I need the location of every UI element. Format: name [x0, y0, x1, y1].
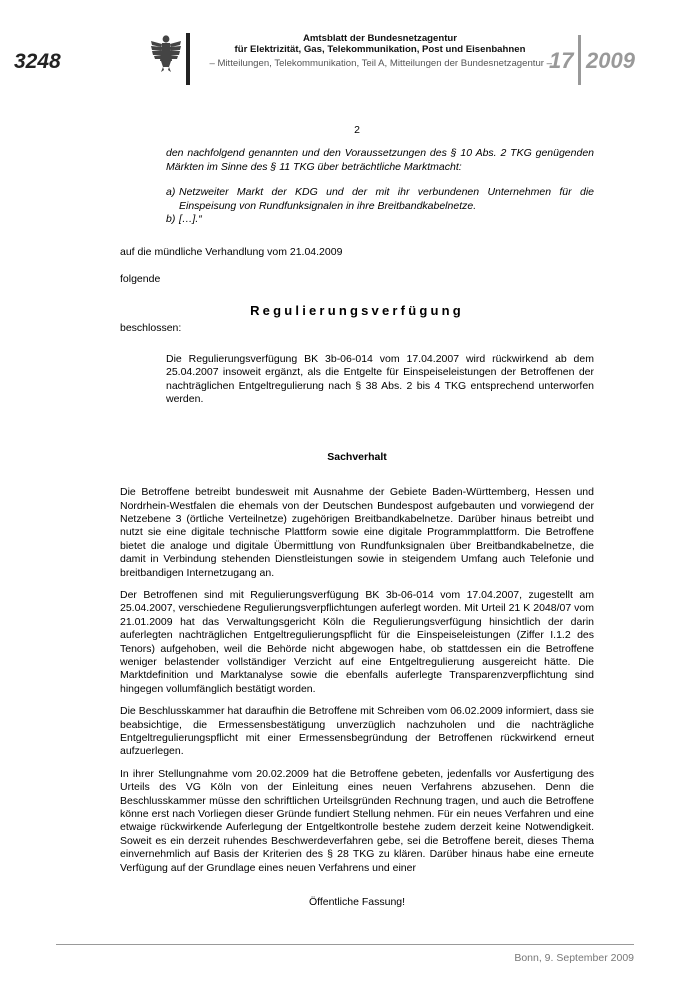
inner-page-number: 2	[354, 124, 360, 136]
header-divider	[186, 33, 190, 85]
resolved-text: beschlossen:	[120, 321, 182, 334]
footer-divider	[56, 944, 634, 945]
list-text: […].“	[179, 213, 202, 226]
section-subtitle: – Mitteilungen, Telekommunikation, Teil A, Mitteilungen der Bundesnetzagentur –	[209, 58, 552, 69]
page-number: 3248	[14, 50, 61, 73]
document-body	[120, 124, 594, 884]
federal-eagle-icon	[150, 33, 182, 73]
list-label: a)	[166, 186, 176, 199]
public-version-note: Öffentliche Fassung!	[308, 896, 406, 908]
section-heading: Sachverhalt	[327, 450, 387, 463]
decision-text: Die Regulierungsverfügung BK 3b-06-014 vom 17.04.2007 wird rückwirkend ab dem 25.04.2007 insoweit ergänzt, als die Entgelte für Einspeiseleistungen der Betroffenen der nachträglichen Entgeltregulierung nach § 38 Abs. 2 bis 4 TKG entsprechend unterworfen werden.	[166, 353, 594, 406]
issue-divider	[578, 35, 581, 85]
journal-title: Amtsblatt der Bundesnetzagentur	[302, 33, 458, 44]
market-list	[166, 186, 594, 226]
footer-date: Bonn, 9. September 2009	[514, 952, 634, 964]
list-label: b)	[166, 213, 176, 226]
document-title: Regulierungsverfügung	[250, 303, 464, 319]
paragraph: Die Betroffene betreibt bundesweit mit Ausnahme der Gebiete Baden-Württemberg, Hessen und Nordrhein-Westfalen die ehemals von der Deutschen Bundespost aufgebauten und vorwiegend der Netzebene 3 (örtliche Verteilnetze) zugehörigen Breitbandkabelnetze. Darüber hinaus betreibt und nutzt sie eine digitale technische Plattform sowie eine digitale Programmplattform. Die Betroffene bietet die analoge und digitale Übermittlung von Rundfunksignalen über Breitbandkabelnetze, die damit in Verbindung stehenden Dienstleistungen sowie in steigendem Umfang auch Telefonie und breitbandigen Internetzugang an.	[120, 486, 594, 579]
list-text: Netzweiter Markt der KDG und der mit ihr verbundenen Unternehmen für die Einspeisung von Rundfunksignalen in ihre Breitbandkabelnetze.	[179, 186, 594, 212]
issue-year: 2009	[586, 48, 635, 73]
list-item	[166, 186, 594, 213]
issue-number: 17	[549, 48, 574, 73]
following-text: folgende	[120, 272, 161, 285]
paragraph: In ihrer Stellungnahme vom 20.02.2009 hat die Betroffene gebeten, jedenfalls vor Ausfertigung des Urteils des VG Köln von der Einleitung eines neuen Verfahrens abzusehen. Denn die Beschlusskammer müsse den schriftlichen Urteilsgründen Rechnung tragen, und auch die Betroffene könne erst nach Vorliegen dieser Gründe fundiert Stellung nehmen. Für ein neues Verfahren und eine etwaige rückwirkende Auferlegung der Entgeltkontrolle bestehe zudem derzeit keine Notwendigkeit. Soweit es ein derzeit ruhendes Beschwerdeverfahren gebe, sei die Betroffene bereit, dieses Thema einvernehmlich auf Basis der Kriterien des § 28 TKG zu klären. Darüber hinaus habe eine erneute Verfügung auf der Grundlage eines neuen Verfahrens und einer	[120, 767, 594, 874]
paragraph: Die Beschlusskammer hat daraufhin die Betroffene mit Schreiben vom 06.02.2009 informiert, dass sie beabsichtige, die Ermessensbestätigung unverzüglich nachzuholen und die nachträgliche Entgeltregulierungspflicht mit einer Ermessensbegründung der Betroffenen rückwirkend erneut aufzuerlegen.	[120, 705, 594, 758]
intro-text: den nachfolgend genannten und den Voraussetzungen des § 10 Abs. 2 TKG genügenden Märkten im Sinne des § 11 TKG über beträchtliche Marktmacht:	[166, 147, 594, 173]
hearing-line: auf die mündliche Verhandlung vom 21.04.2009	[120, 246, 343, 259]
paragraph: Der Betroffenen sind mit Regulierungsverfügung BK 3b-06-014 vom 17.04.2007, zugestellt am 25.04.2007, verschiedene Regulierungsverpflichtungen auferlegt worden. Mit Urteil 21 K 2048/07 vom 21.01.2009 hat das Verwaltungsgericht Köln die Regulierungsverfügung hinsichtlich der darin auferlegten nachträglichen Entgeltregulierungspflicht für die Einspeiseleistungen (Ziffer I.1.2 des Tenors) aufgehoben, weil die Behörde nicht abgewogen habe, ob stattdessen ein die Betroffene weniger belastender vollständiger Verzicht auf eine Entgeltregulierung ausgereicht hätte. Die Marktdefinition und Marktanalyse sowie die ebenfalls auferlegte Transparenzverpflichtung sind hingegen vollumfänglich bestätigt worden.	[120, 588, 594, 695]
list-item	[166, 213, 594, 226]
journal-subtitle: für Elektrizität, Gas, Telekommunikation, Post und Eisenbahnen	[234, 44, 526, 55]
